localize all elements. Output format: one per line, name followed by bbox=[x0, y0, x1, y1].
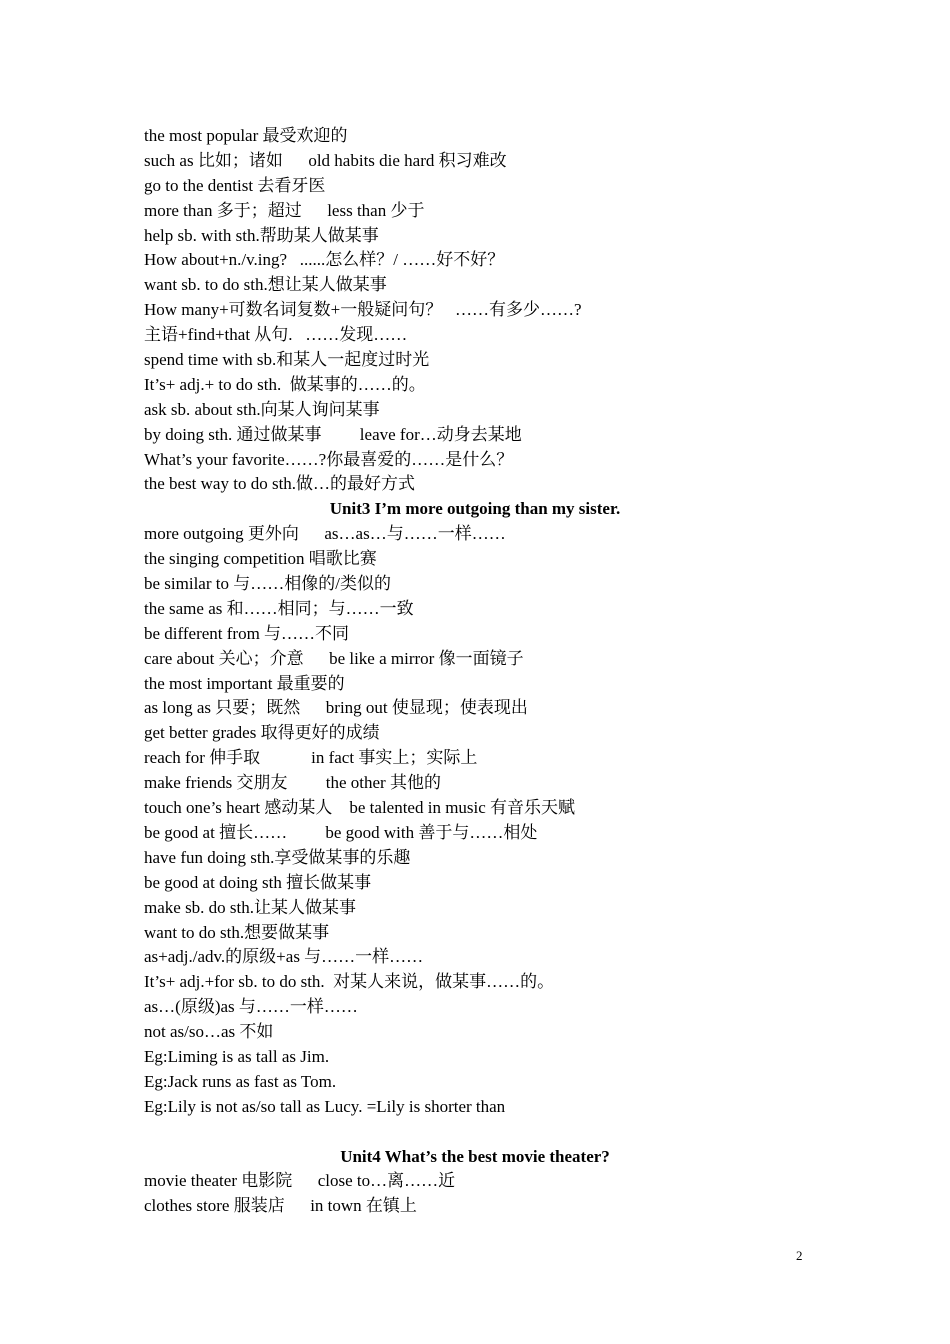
vocabulary-line: It’s+ adj.+for sb. to do sth. 对某人来说，做某事……的。 bbox=[144, 972, 555, 992]
vocabulary-line: Eg:Lily is not as/so tall as Lucy. =Lily is shorter than bbox=[144, 1096, 506, 1116]
vocabulary-line: more outgoing 更外向 as…as…与……一样…… bbox=[144, 524, 506, 544]
vocabulary-line: want to do sth.想要做某事 bbox=[144, 922, 330, 942]
vocabulary-line: as+adj./adv.的原级+as 与……一样…… bbox=[144, 947, 424, 967]
vocabulary-line: the singing competition 唱歌比赛 bbox=[144, 549, 377, 569]
vocabulary-line: make sb. do sth.让某人做某事 bbox=[144, 897, 357, 917]
vocabulary-line: What’s your favorite……?你最喜爱的……是什么？ bbox=[144, 449, 514, 469]
unit-heading: Unit3 I’m more outgoing than my sister. bbox=[329, 499, 621, 519]
vocabulary-line: How about+n./v.ing? ......怎么样？/ ……好不好？ bbox=[144, 250, 505, 270]
vocabulary-line: the most important 最重要的 bbox=[144, 673, 345, 693]
vocabulary-line: the most popular 最受欢迎的 bbox=[144, 126, 348, 145]
vocabulary-line: make friends 交朋友 the other 其他的 bbox=[144, 773, 441, 793]
vocabulary-line: clothes store 服装店 in town 在镇上 bbox=[144, 1196, 417, 1216]
vocabulary-line: want sb. to do sth.想让某人做某事 bbox=[144, 275, 387, 295]
vocabulary-line: be good at 擅长…… be good with 善于与……相处 bbox=[144, 822, 538, 842]
vocabulary-line: go to the dentist 去看牙医 bbox=[144, 175, 326, 195]
blank-line bbox=[144, 1120, 806, 1145]
vocabulary-line: be different from 与……不同 bbox=[144, 623, 350, 643]
vocabulary-line: by doing sth. 通过做某事 leave for…动身去某地 bbox=[144, 424, 522, 444]
vocabulary-line: as long as 只要；既然 bring out 使显现；使表现出 bbox=[144, 698, 528, 718]
vocabulary-line: as…(原级)as 与……一样…… bbox=[144, 997, 358, 1017]
vocabulary-line: help sb. with sth.帮助某人做某事 bbox=[144, 225, 379, 245]
vocabulary-line: not as/so…as 不如 bbox=[144, 1022, 274, 1042]
vocabulary-line: spend time with sb.和某人一起度过时光 bbox=[144, 350, 430, 370]
vocabulary-line: movie theater 电影院 close to…离……近 bbox=[144, 1171, 456, 1191]
vocabulary-line: have fun doing sth.享受做某事的乐趣 bbox=[144, 847, 411, 867]
vocabulary-line: How many+可数名词复数+一般疑问句？ ……有多少……? bbox=[144, 300, 582, 320]
vocabulary-line: It’s+ adj.+ to do sth. 做某事的……的。 bbox=[144, 374, 426, 394]
vocabulary-line: reach for 伸手取 in fact 事实上；实际上 bbox=[144, 748, 478, 768]
vocabulary-line: the same as 和……相同；与……一致 bbox=[144, 598, 414, 618]
vocabulary-line: Eg:Jack runs as fast as Tom. bbox=[144, 1071, 337, 1091]
vocabulary-line: more than 多于；超过 less than 少于 bbox=[144, 200, 425, 220]
vocabulary-line: ask sb. about sth.向某人询问某事 bbox=[144, 399, 380, 419]
vocabulary-line: get better grades 取得更好的成绩 bbox=[144, 723, 380, 743]
unit-heading: Unit4 What’s the best movie theater? bbox=[340, 1146, 610, 1166]
vocabulary-line: 主语+find+that 从句. ……发现…… bbox=[144, 325, 408, 345]
vocabulary-line: Eg:Liming is as tall as Jim. bbox=[144, 1046, 330, 1066]
vocabulary-line: touch one’s heart 感动某人 be talented in music 有音乐天赋 bbox=[144, 798, 576, 818]
vocabulary-line: the best way to do sth.做…的最好方式 bbox=[144, 474, 416, 494]
page-number: 2 bbox=[796, 1248, 803, 1263]
vocabulary-line: be similar to 与……相像的/类似的 bbox=[144, 574, 391, 594]
vocabulary-line: such as 比如；诸如 old habits die hard 积习难改 bbox=[144, 150, 507, 170]
vocabulary-list bbox=[144, 124, 806, 1219]
vocabulary-line: care about 关心；介意 be like a mirror 像一面镜子 bbox=[144, 648, 524, 668]
vocabulary-line: be good at doing sth 擅长做某事 bbox=[144, 872, 372, 892]
